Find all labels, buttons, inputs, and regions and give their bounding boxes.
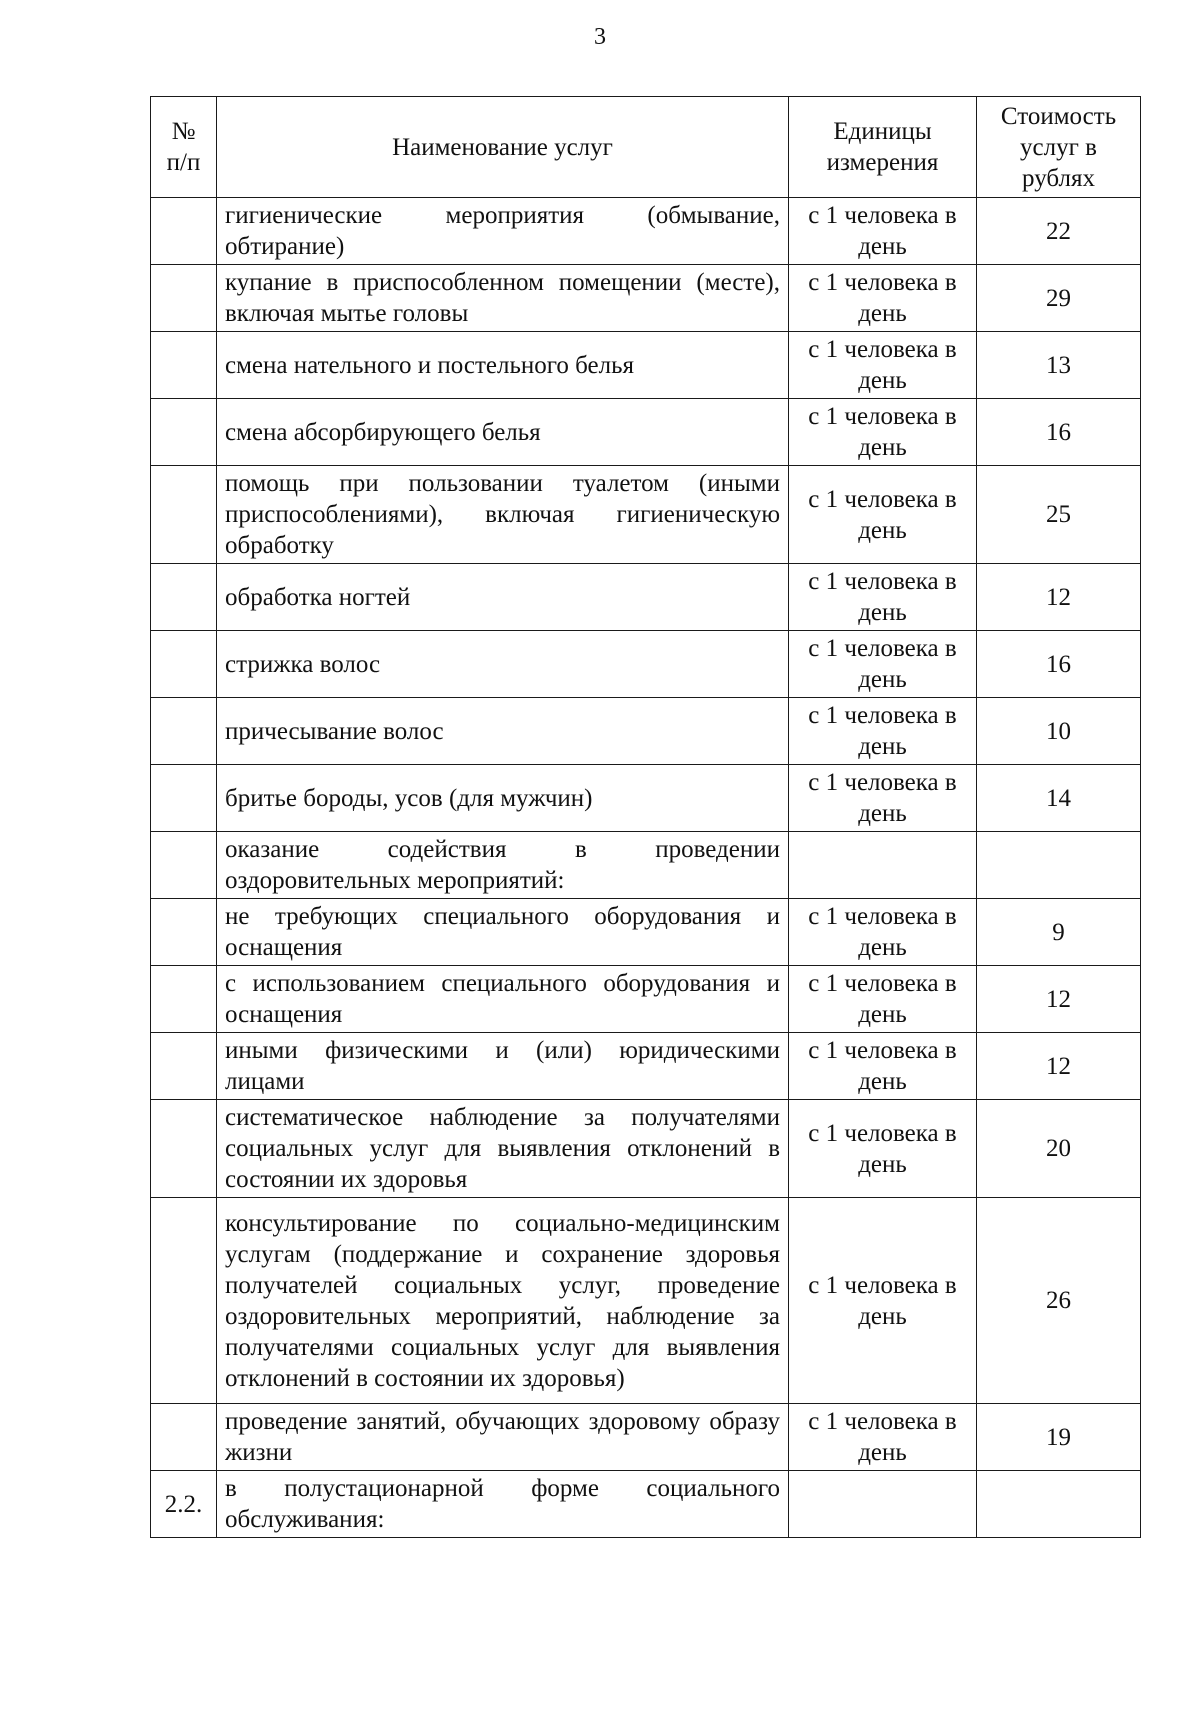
header-price: Стоимость услуг в рублях xyxy=(977,97,1141,198)
unit-of-measure: с 1 человека в день xyxy=(789,631,977,698)
service-name: причесывание волос xyxy=(217,698,789,765)
service-name: оказание содействия в проведении оздоровительных мероприятий: xyxy=(217,832,789,899)
row-number: 2.2. xyxy=(151,1471,217,1538)
table-row xyxy=(151,564,1141,631)
table-row xyxy=(151,899,1141,966)
unit-of-measure: с 1 человека в день xyxy=(789,1198,977,1404)
table-row xyxy=(151,198,1141,265)
unit-of-measure: с 1 человека в день xyxy=(789,765,977,832)
row-number xyxy=(151,899,217,966)
table-row xyxy=(151,466,1141,564)
row-number xyxy=(151,1033,217,1100)
table-row xyxy=(151,832,1141,899)
service-price: 29 xyxy=(977,265,1141,332)
service-price: 10 xyxy=(977,698,1141,765)
unit-of-measure: с 1 человека в день xyxy=(789,332,977,399)
service-price: 26 xyxy=(977,1198,1141,1404)
service-price: 12 xyxy=(977,966,1141,1033)
service-price: 19 xyxy=(977,1404,1141,1471)
service-price: 13 xyxy=(977,332,1141,399)
unit-of-measure: с 1 человека в день xyxy=(789,466,977,564)
unit-of-measure: с 1 человека в день xyxy=(789,899,977,966)
unit-of-measure: с 1 человека в день xyxy=(789,698,977,765)
service-price: 12 xyxy=(977,1033,1141,1100)
table-row xyxy=(151,765,1141,832)
service-name: иными физическими и (или) юридическими лицами xyxy=(217,1033,789,1100)
row-number xyxy=(151,332,217,399)
table-row xyxy=(151,1100,1141,1198)
unit-of-measure xyxy=(789,1471,977,1538)
page-number: 3 xyxy=(594,24,606,50)
table-row xyxy=(151,1404,1141,1471)
service-name: проведение занятий, обучающих здоровому образу жизни xyxy=(217,1404,789,1471)
unit-of-measure: с 1 человека в день xyxy=(789,1404,977,1471)
table-row xyxy=(151,631,1141,698)
service-price: 9 xyxy=(977,899,1141,966)
service-name: бритье бороды, усов (для мужчин) xyxy=(217,765,789,832)
service-price: 22 xyxy=(977,198,1141,265)
table-row xyxy=(151,265,1141,332)
row-number xyxy=(151,399,217,466)
unit-of-measure: с 1 человека в день xyxy=(789,1033,977,1100)
unit-of-measure: с 1 человека в день xyxy=(789,564,977,631)
service-price xyxy=(977,832,1141,899)
services-price-table xyxy=(150,96,1141,1538)
table-row xyxy=(151,966,1141,1033)
service-name: консультирование по социально-медицинским услугам (поддержание и сохранение здоровья получателей социальных услуг, проведение оздоровительных мероприятий, наблюдение за получателями социальных услуг для выявления отклонений в состоянии их здоровья) xyxy=(217,1198,789,1404)
row-number xyxy=(151,1404,217,1471)
service-name: систематическое наблюдение за получателями социальных услуг для выявления отклонений в состоянии их здоровья xyxy=(217,1100,789,1198)
service-name: купание в приспособленном помещении (месте), включая мытье головы xyxy=(217,265,789,332)
table-row xyxy=(151,1033,1141,1100)
row-number xyxy=(151,265,217,332)
row-number xyxy=(151,832,217,899)
service-price xyxy=(977,1471,1141,1538)
service-name: смена нательного и постельного белья xyxy=(217,332,789,399)
unit-of-measure xyxy=(789,832,977,899)
table-row xyxy=(151,399,1141,466)
service-price: 14 xyxy=(977,765,1141,832)
header-unit: Единицы измерения xyxy=(789,97,977,198)
service-name: стрижка волос xyxy=(217,631,789,698)
table-row xyxy=(151,1198,1141,1404)
service-name: обработка ногтей xyxy=(217,564,789,631)
unit-of-measure: с 1 человека в день xyxy=(789,265,977,332)
service-name: не требующих специального оборудования и оснащения xyxy=(217,899,789,966)
service-price: 25 xyxy=(977,466,1141,564)
unit-of-measure: с 1 человека в день xyxy=(789,399,977,466)
row-number xyxy=(151,564,217,631)
service-price: 16 xyxy=(977,631,1141,698)
header-row xyxy=(151,97,1141,198)
row-number xyxy=(151,698,217,765)
table-body xyxy=(151,198,1141,1538)
row-number xyxy=(151,966,217,1033)
table-header xyxy=(151,97,1141,198)
header-number: № п/п xyxy=(151,97,217,198)
service-name: гигиенические мероприятия (обмывание, обтирание) xyxy=(217,198,789,265)
row-number xyxy=(151,631,217,698)
unit-of-measure: с 1 человека в день xyxy=(789,1100,977,1198)
row-number xyxy=(151,198,217,265)
row-number xyxy=(151,1198,217,1404)
unit-of-measure: с 1 человека в день xyxy=(789,966,977,1033)
table-row xyxy=(151,698,1141,765)
service-name: в полустационарной форме социального обслуживания: xyxy=(217,1471,789,1538)
service-name: с использованием специального оборудования и оснащения xyxy=(217,966,789,1033)
row-number xyxy=(151,765,217,832)
table-row xyxy=(151,1471,1141,1538)
row-number xyxy=(151,466,217,564)
service-price: 20 xyxy=(977,1100,1141,1198)
service-name: помощь при пользовании туалетом (иными приспособлениями), включая гигиеническую обработку xyxy=(217,466,789,564)
service-price: 12 xyxy=(977,564,1141,631)
service-price: 16 xyxy=(977,399,1141,466)
header-service-name: Наименование услуг xyxy=(217,97,789,198)
unit-of-measure: с 1 человека в день xyxy=(789,198,977,265)
row-number xyxy=(151,1100,217,1198)
service-name: смена абсорбирующего белья xyxy=(217,399,789,466)
table-row xyxy=(151,332,1141,399)
